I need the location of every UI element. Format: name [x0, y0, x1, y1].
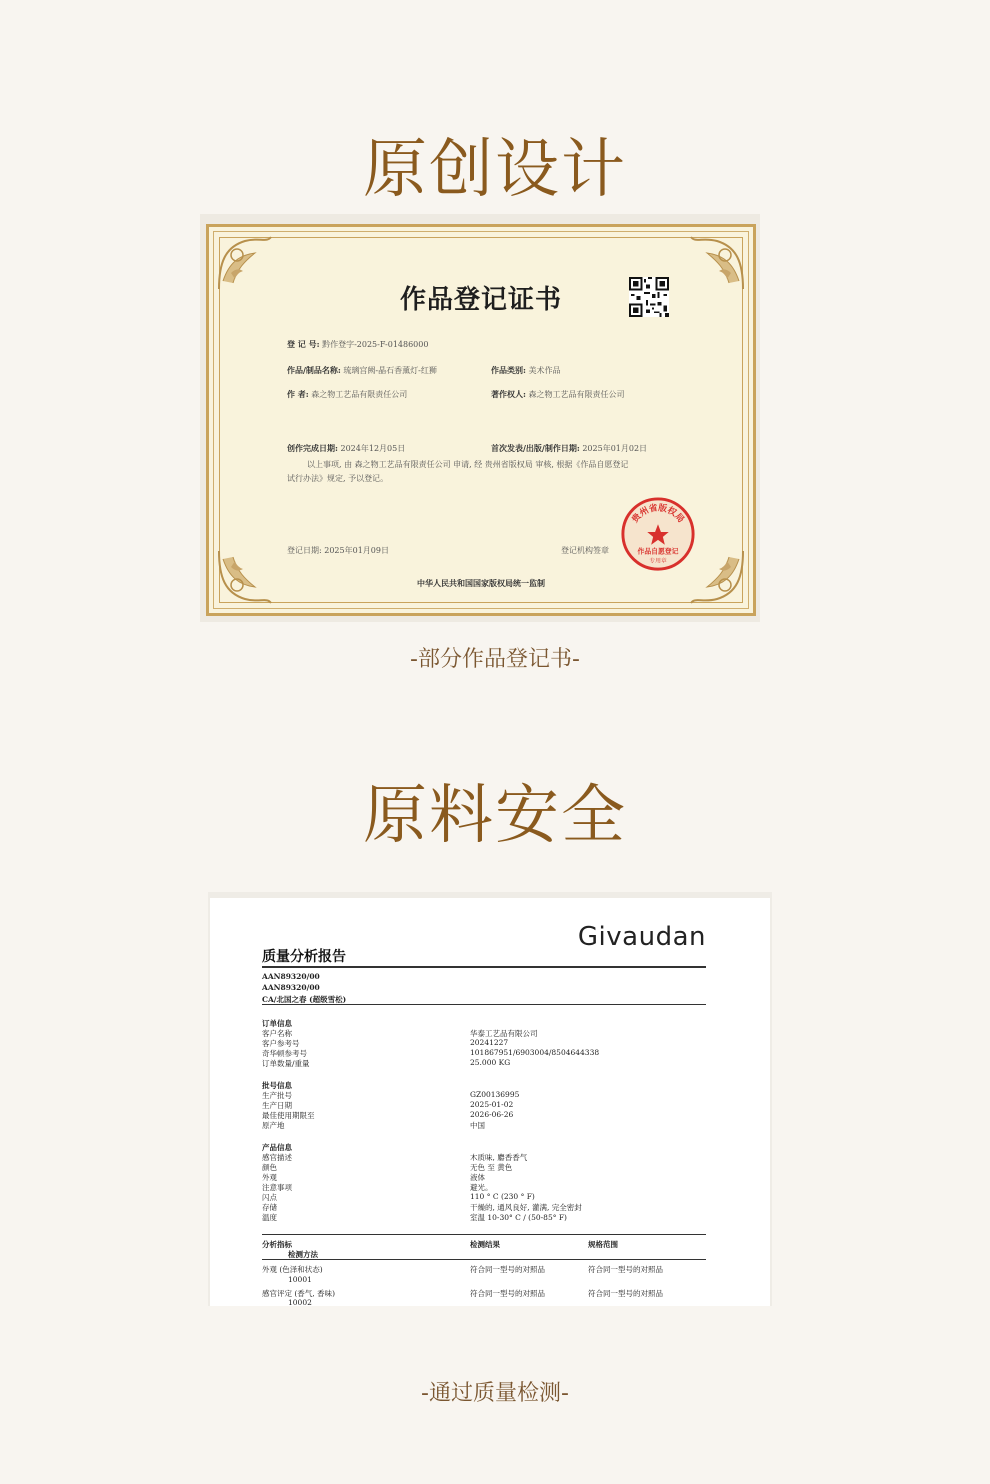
field-value: 避光。 — [470, 1183, 493, 1192]
header-line: CA/北国之春 (超级雪松) — [262, 995, 347, 1004]
field-label: 注意事项 — [262, 1183, 292, 1192]
field-value: 华泰工艺品有限公司 — [470, 1029, 538, 1038]
field-value: 室温 10-30° C / (50-85° F) — [470, 1213, 567, 1222]
certificate — [206, 224, 756, 616]
section-title-material-safety: 原料安全 — [363, 779, 627, 853]
svg-text:贵州省版权局: 贵州省版权局 — [630, 503, 686, 525]
brand-logo: Givaudan — [577, 922, 706, 952]
svg-text:专用章: 专用章 — [649, 558, 667, 565]
analysis-col-header: 分析指标 — [262, 1240, 292, 1249]
reg-no-label: 登 记 号: — [287, 339, 320, 349]
work-name-row — [287, 365, 437, 376]
field-label: 生产批号 — [262, 1091, 292, 1100]
analysis-row-name: 外观 (色泽和状态) — [262, 1265, 323, 1274]
author-row — [287, 389, 407, 400]
owner-label: 著作权人: — [491, 389, 526, 399]
author-label: 作 者: — [287, 389, 309, 399]
reg-no-value: 黔作登字-2025-F-01486000 — [322, 340, 429, 349]
work-type-label: 作品类别: — [491, 365, 526, 375]
reg-date-label: 登记日期: — [287, 546, 322, 555]
reg-date-row — [287, 545, 389, 556]
field-label: 最佳使用期限至 — [262, 1111, 315, 1120]
work-name-value: 琉璃宫阙-晶石香薰灯-红狮 — [343, 366, 437, 375]
certificate-body-line-1: 以上事项, 由 森之物工艺品有限责任公司 申请, 经 贵州省版权局 审核, 根据《作品自愿登记 — [307, 460, 629, 469]
analysis-row-code: 10001 — [288, 1275, 312, 1284]
field-value: GZ00136995 — [470, 1090, 520, 1099]
published-value: 2025年01月02日 — [582, 444, 648, 453]
certificate-image — [200, 214, 760, 622]
section-heading: 产品信息 — [262, 1143, 292, 1152]
section-title-original-design: 原创设计 — [363, 133, 627, 207]
divider — [262, 1259, 706, 1260]
author-value: 森之物工艺品有限责任公司 — [311, 390, 408, 399]
field-value: 101867951/6903004/8504644338 — [470, 1048, 600, 1057]
field-label: 客户参考号 — [262, 1039, 300, 1048]
header-line: AAN89320/00 — [262, 983, 320, 992]
field-label: 奇华顿参考号 — [262, 1049, 307, 1058]
analysis-row-result: 符合同一型号的对照品 — [470, 1289, 545, 1298]
analysis-row-range: 符合同一型号的对照品 — [588, 1265, 663, 1274]
work-type-row — [491, 365, 561, 376]
divider — [262, 966, 706, 968]
field-value: 中国 — [470, 1121, 485, 1130]
section-heading: 订单信息 — [262, 1019, 292, 1028]
analysis-row-result: 符合同一型号的对照品 — [470, 1265, 545, 1274]
field-label: 生产日期 — [262, 1101, 292, 1110]
caption-quality-report: -通过质量检测- — [421, 1381, 569, 1406]
field-label: 外观 — [262, 1173, 277, 1182]
report-title: 质量分析报告 — [262, 949, 346, 965]
caption-certificate: -部分作品登记书- — [410, 647, 580, 672]
field-label: 闪点 — [262, 1193, 277, 1202]
quality-report — [210, 898, 770, 1306]
field-value: 110 ° C (230 ° F) — [470, 1192, 535, 1201]
field-label: 感官描述 — [262, 1153, 292, 1162]
red-seal-stamp-icon — [619, 495, 697, 573]
certificate-body-line-2: 试行办法》规定, 予以登记。 — [287, 474, 389, 483]
header-line: AAN89320/00 — [262, 972, 320, 981]
divider — [262, 1234, 706, 1235]
analysis-row-code: 10002 — [288, 1298, 312, 1306]
completed-label: 创作完成日期: — [287, 443, 338, 453]
field-value: 25.000 KG — [470, 1058, 511, 1067]
field-value: 液体 — [470, 1173, 485, 1182]
published-row — [491, 443, 647, 454]
owner-row — [491, 389, 625, 400]
published-label: 首次发表/出版/制作日期: — [491, 443, 580, 453]
field-value: 20241227 — [470, 1038, 509, 1047]
field-value: 无色 至 黄色 — [470, 1163, 513, 1172]
field-value: 2026-06-26 — [470, 1110, 514, 1119]
field-label: 存储 — [262, 1203, 277, 1212]
reg-no-row — [287, 339, 428, 350]
reg-date-value: 2025年01月09日 — [324, 546, 389, 555]
analysis-row-name: 感官评定 (香气, 香味) — [262, 1289, 336, 1298]
certificate-footer: 中华人民共和国国家版权局统一监制 — [417, 578, 545, 588]
authority-label: 登记机构签章 — [561, 546, 609, 555]
divider — [262, 1004, 706, 1005]
quality-report-image — [208, 892, 772, 1306]
certificate-title: 作品登记证书 — [399, 285, 562, 315]
analysis-col-header: 检测结果 — [470, 1240, 500, 1249]
field-label: 客户名称 — [262, 1029, 292, 1038]
work-type-value: 美术作品 — [528, 366, 561, 375]
field-value: 木质味, 麝香香气 — [470, 1153, 528, 1162]
owner-value: 森之物工艺品有限责任公司 — [528, 390, 625, 399]
qr-code-icon — [629, 277, 669, 317]
analysis-col-header: 规格范围 — [588, 1240, 618, 1249]
analysis-col-subheader: 检测方法 — [288, 1250, 318, 1259]
field-label: 原产地 — [262, 1121, 285, 1130]
field-value: 2025-01-02 — [470, 1100, 514, 1109]
field-label: 温度 — [262, 1213, 277, 1222]
corner-ornament-icon — [215, 547, 275, 607]
work-name-label: 作品/制品名称: — [287, 365, 341, 375]
field-value: 干燥的, 通风良好, 灌满, 完全密封 — [470, 1203, 582, 1212]
field-label: 订单数量/重量 — [262, 1059, 310, 1068]
field-label: 颜色 — [262, 1163, 277, 1172]
svg-text:作品自愿登记: 作品自愿登记 — [637, 547, 679, 556]
completed-value: 2024年12月05日 — [340, 444, 406, 453]
analysis-row-range: 符合同一型号的对照品 — [588, 1289, 663, 1298]
section-heading: 批号信息 — [262, 1081, 292, 1090]
completed-row — [287, 443, 405, 454]
